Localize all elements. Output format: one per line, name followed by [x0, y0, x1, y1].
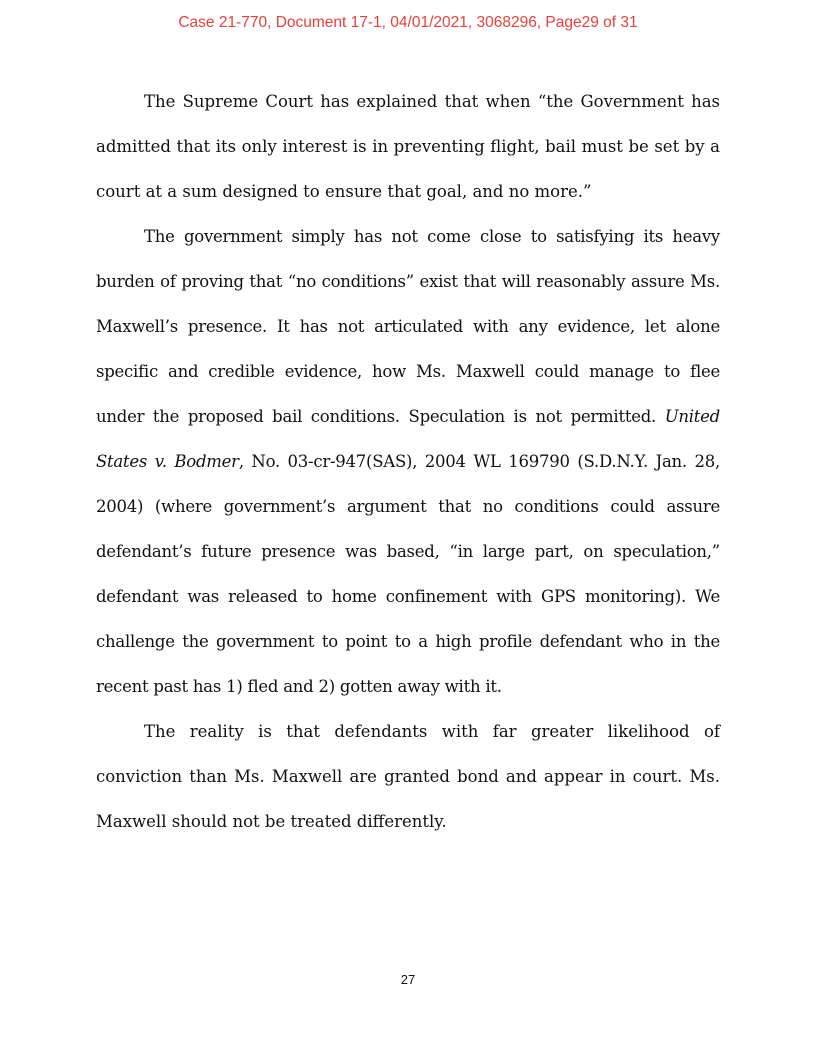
case-citation-name: United States v. Bodmer: [96, 407, 720, 471]
page-number: 27: [400, 972, 416, 987]
case-header-stamp: Case 21-770, Document 17-1, 04/01/2021, 3068296, Page29 of 31: [178, 14, 638, 31]
paragraph-text-before-citation: The government simply has not come close to satisfying its heavy burden of proving that “no conditions” exist that will reasonably assure Ms. Maxwell’s presence. It has not articulated with any evidence, let alone specific and credible evidence, how Ms. Maxwell could manage to flee under the proposed bail conditions. Speculation is not permitted.: [96, 227, 720, 426]
brief-body: [96, 79, 720, 844]
paragraph-reality: The reality is that defendants with far greater likelihood of conviction than Ms. Maxwell are granted bond and appear in court. Ms. Maxwell should not be treated differently.: [96, 722, 720, 831]
paragraph-text-after-citation: , No. 03-cr-947(SAS), 2004 WL 169790 (S.D.N.Y. Jan. 28, 2004) (where government’s argument that no conditions could assure defendant’s future presence was based, “in large part, on speculation,” defendant was released to home confinement with GPS monitoring). We challenge the government to point to a high profile defendant who in the recent past has 1) fled and 2) gotten away with it.: [96, 452, 720, 696]
paragraph-government-burden: [96, 214, 720, 709]
paragraph-supreme-court: The Supreme Court has explained that when “the Government has admitted that its only interest is in preventing flight, bail must be set by a court at a sum designed to ensure that goal, and no more.”: [96, 92, 720, 201]
